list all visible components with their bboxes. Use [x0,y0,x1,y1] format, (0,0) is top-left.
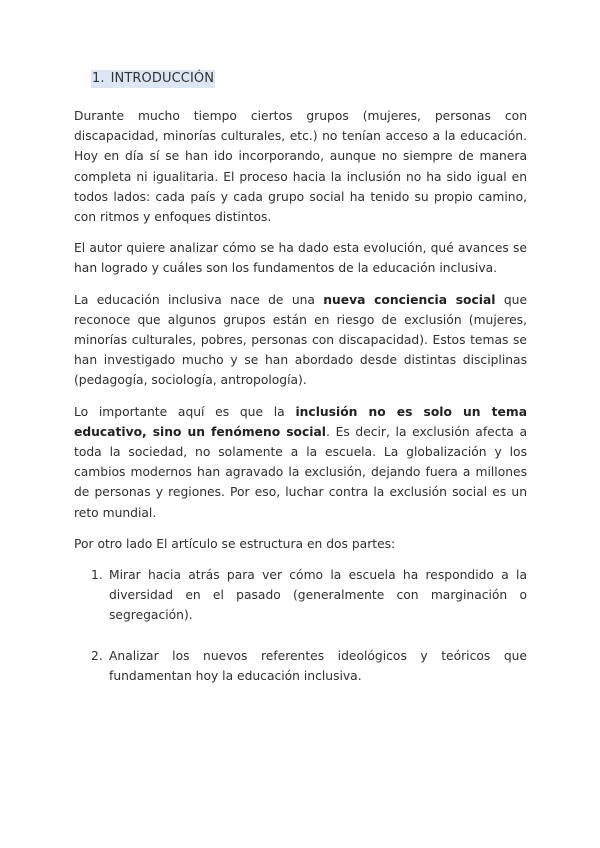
list-item-text: Mirar hacia atrás para ver cómo la escuela ha respondido a la diversidad en el pasado (generalmente con marginación o segregación). [109,568,527,623]
paragraph-3-bold: nueva conciencia social [323,292,496,307]
document-body [74,106,527,706]
paragraph-4-end: . Es decir, la exclusión afecta a toda la sociedad, no solamente a la escuela. La globalización y los cambios modernos han agravado la exclusión, dejando fuera a millones de personas y regiones. Por eso, luchar contra la exclusión social es un reto mundial. [74,424,527,520]
paragraph-1: Durante mucho tiempo ciertos grupos (mujeres, personas con discapacidad, minorías culturales, etc.) no tenían acceso a la educación. Hoy en día sí se han ido incorporando, aunque no siempre de manera completa ni igualitaria. El proceso hacia la inclusión no ha sido igual en todos lados: cada país y cada grupo social ha tenido su propio camino, con ritmos y enfoques distintos. [74,109,527,225]
list-item-text: Analizar los nuevos referentes ideológicos y teóricos que fundamentan hoy la educación inclusiva. [109,648,527,683]
paragraph-2: El autor quiere analizar cómo se ha dado esta evolución, qué avances se han logrado y cuáles son los fundamentos de la educación inclusiva. [74,241,527,276]
paragraph-3-start: La educación inclusiva nace de una [74,292,324,307]
paragraph-3 [74,290,527,391]
list-item [74,646,527,686]
list-item-number: 1. [91,568,103,583]
parts-list [74,565,527,686]
list-item-number: 2. [91,648,103,663]
paragraph-5: Por otro lado El artículo se estructura en dos partes: [74,536,396,551]
section-heading [91,70,215,88]
list-item [74,565,527,626]
paragraph-4-start: Lo importante aquí es que la [74,404,296,419]
heading-number: 1. [92,71,105,86]
paragraph-4-bold: inclusión no es solo un tema educativo, sino un fenómeno social [74,404,527,439]
heading-title: INTRODUCCIÓN [110,71,215,86]
paragraph-4 [74,402,527,523]
paragraph-3-end: que reconoce que algunos grupos están en riesgo de exclusión (mujeres, minorías culturales, pobres, personas con discapacidad). Estos temas se han investigado mucho y se han abordado desde distintas disciplinas (pedagogía, sociología, antropología). [74,292,528,388]
